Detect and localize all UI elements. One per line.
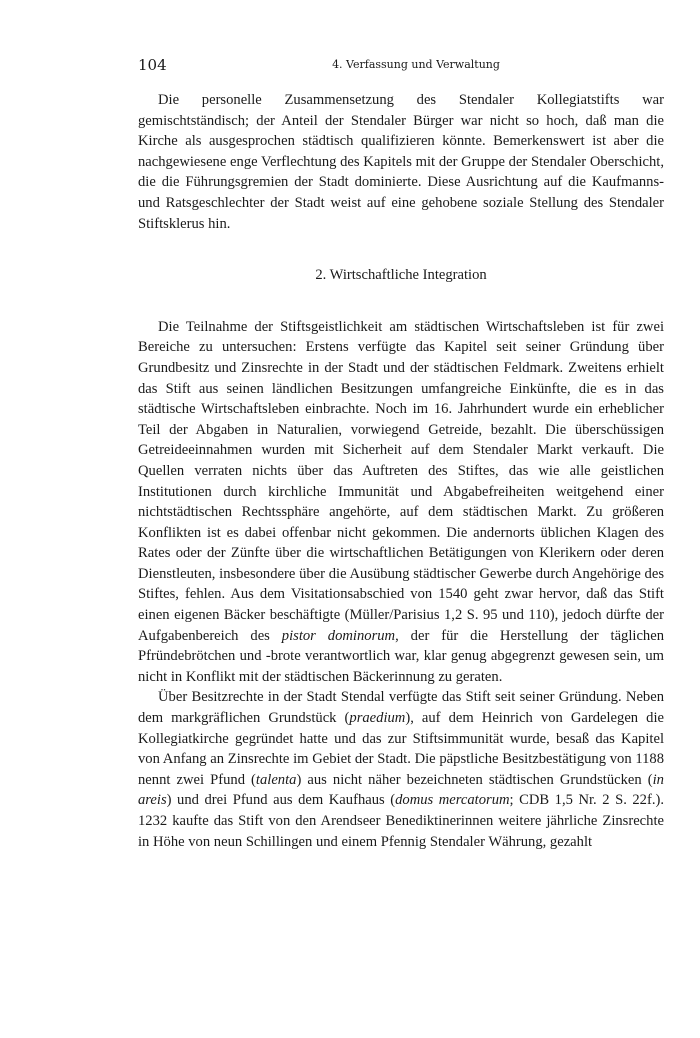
- body-text: [138, 90, 664, 852]
- paragraph-2-text-a: Die Teilnahme der Stiftsgeistlichkeit am städtischen Wirtschaftsleben ist für zwei Bereiche zu untersuchen: Erstens verfügte das Kapitel seit seiner Gründung über Grundbesitz und Zinsrechte in der Stadt und der städtischen Feldmark. Zweitens erhielt das Stift aus seinen ländlichen Besitzungen umfangreiche Einkünfte, die es in das städtische Wirtschaftsleben einbrachte. Noch im 16. Jahrhundert wurde ein erheblicher Teil der Abgaben in Naturalien, vorwiegend Getreide, bezahlt. Die überschüssigen Getreideeinnahmen wurden mit Sicherheit auf dem Stendaler Markt verkauft. Die Quellen verraten nichts über das Auftreten des Stiftes, das wie alle geistlichen Institutionen durch kirchliche Immunität und Abgabefreiheiten weitgehend einer nichtstädtischen Rechtssphäre angehörte, auf dem städtischen Markt. Zu größeren Konflikten ist es dabei offenbar nicht gekommen. Die andernorts üblichen Klagen des Rates oder der Zünfte über die wirtschaftlichen Betätigungen von Klerikern oder deren Dienstleuten, insbesondere über die Ausübung städtischer Gewerbe durch Angehörige des Stiftes, fehlen. Aus dem Visitationsabschied von 1540 geht zwar hervor, daß das Stift einen eigenen Bäcker beschäftigte (Müller/Parisius 1,2 S. 95 und 110), jedoch dürfte der Aufgabenbereich des: [138, 318, 664, 644]
- paragraph-2-text-b: , der für die Herstellung der täglichen Pfründebrötchen und -brote verantwortlich war, klar genug abgegrenzt gewesen sein, um nicht in Konflikt mit der städtischen Bäckerinnung zu geraten.: [138, 627, 664, 685]
- paragraph-3-text-c: ) aus nicht näher bezeichneten städtischen Grundstücken (: [296, 771, 653, 788]
- paragraph-3-text-a: Über Besitzrechte in der Stadt Stendal verfügte das Stift seit seiner Gründung. Neben dem markgräflichen Grundstück (: [138, 689, 664, 727]
- running-head: 4. Verfassung und Verwaltung: [332, 58, 500, 71]
- latin-term: pistor dominorum: [281, 627, 396, 644]
- section-heading: 2. Wirtschaftliche Integration: [315, 267, 487, 284]
- latin-term: praedium: [349, 710, 406, 727]
- page-header: [138, 56, 664, 78]
- paragraph-3-text-b: ), auf dem Heinrich von Gardelegen die Kollegiatkirche gegründet hatte und das zur Stiftsimmunität wurde, besaß das Kapitel von Anfang an Zinsrechte im Gebiet der Stadt. Die päpstliche Besitzbestätigung von 1188 nennt zwei Pfund (: [138, 710, 664, 788]
- page-number: 104: [138, 56, 167, 74]
- latin-term: domus mercatorum: [395, 792, 510, 809]
- paragraph-3-text-e: ; CDB 1,5 Nr. 2 S. 22f.). 1232 kaufte das Stift von den Arendseer Benediktinerinnen weitere jährliche Zinsrechte in Höhe von neun Schillingen und einem Pfennig Stendaler Währung, gezahlt: [138, 792, 664, 850]
- paragraph-3-text-d: ) und drei Pfund aus dem Kaufhaus (: [166, 792, 396, 809]
- paragraph-2: [138, 317, 664, 688]
- latin-term: talenta: [255, 771, 297, 788]
- latin-term: in areis: [138, 771, 664, 809]
- paragraph-1: Die personelle Zusammensetzung des Stendaler Kollegiatstifts war gemischtständisch; der Anteil der Stendaler Bürger war nicht so hoch, daß man die Kirche als ausgesprochen städtisch qualifizieren könnte. Bemerkenswert ist aber die nachgewiesene enge Verflechtung des Kapitels mit der Gruppe der Stendaler Oberschicht, die die Führungsgremien der Stadt dominierte. Diese Ausrichtung auf die Kaufmanns- und Ratsgeschlechter der Stadt weist auf eine gehobene soziale Stellung des Stendaler Stiftsklerus hin.: [138, 92, 664, 232]
- paragraph-3: [138, 687, 664, 852]
